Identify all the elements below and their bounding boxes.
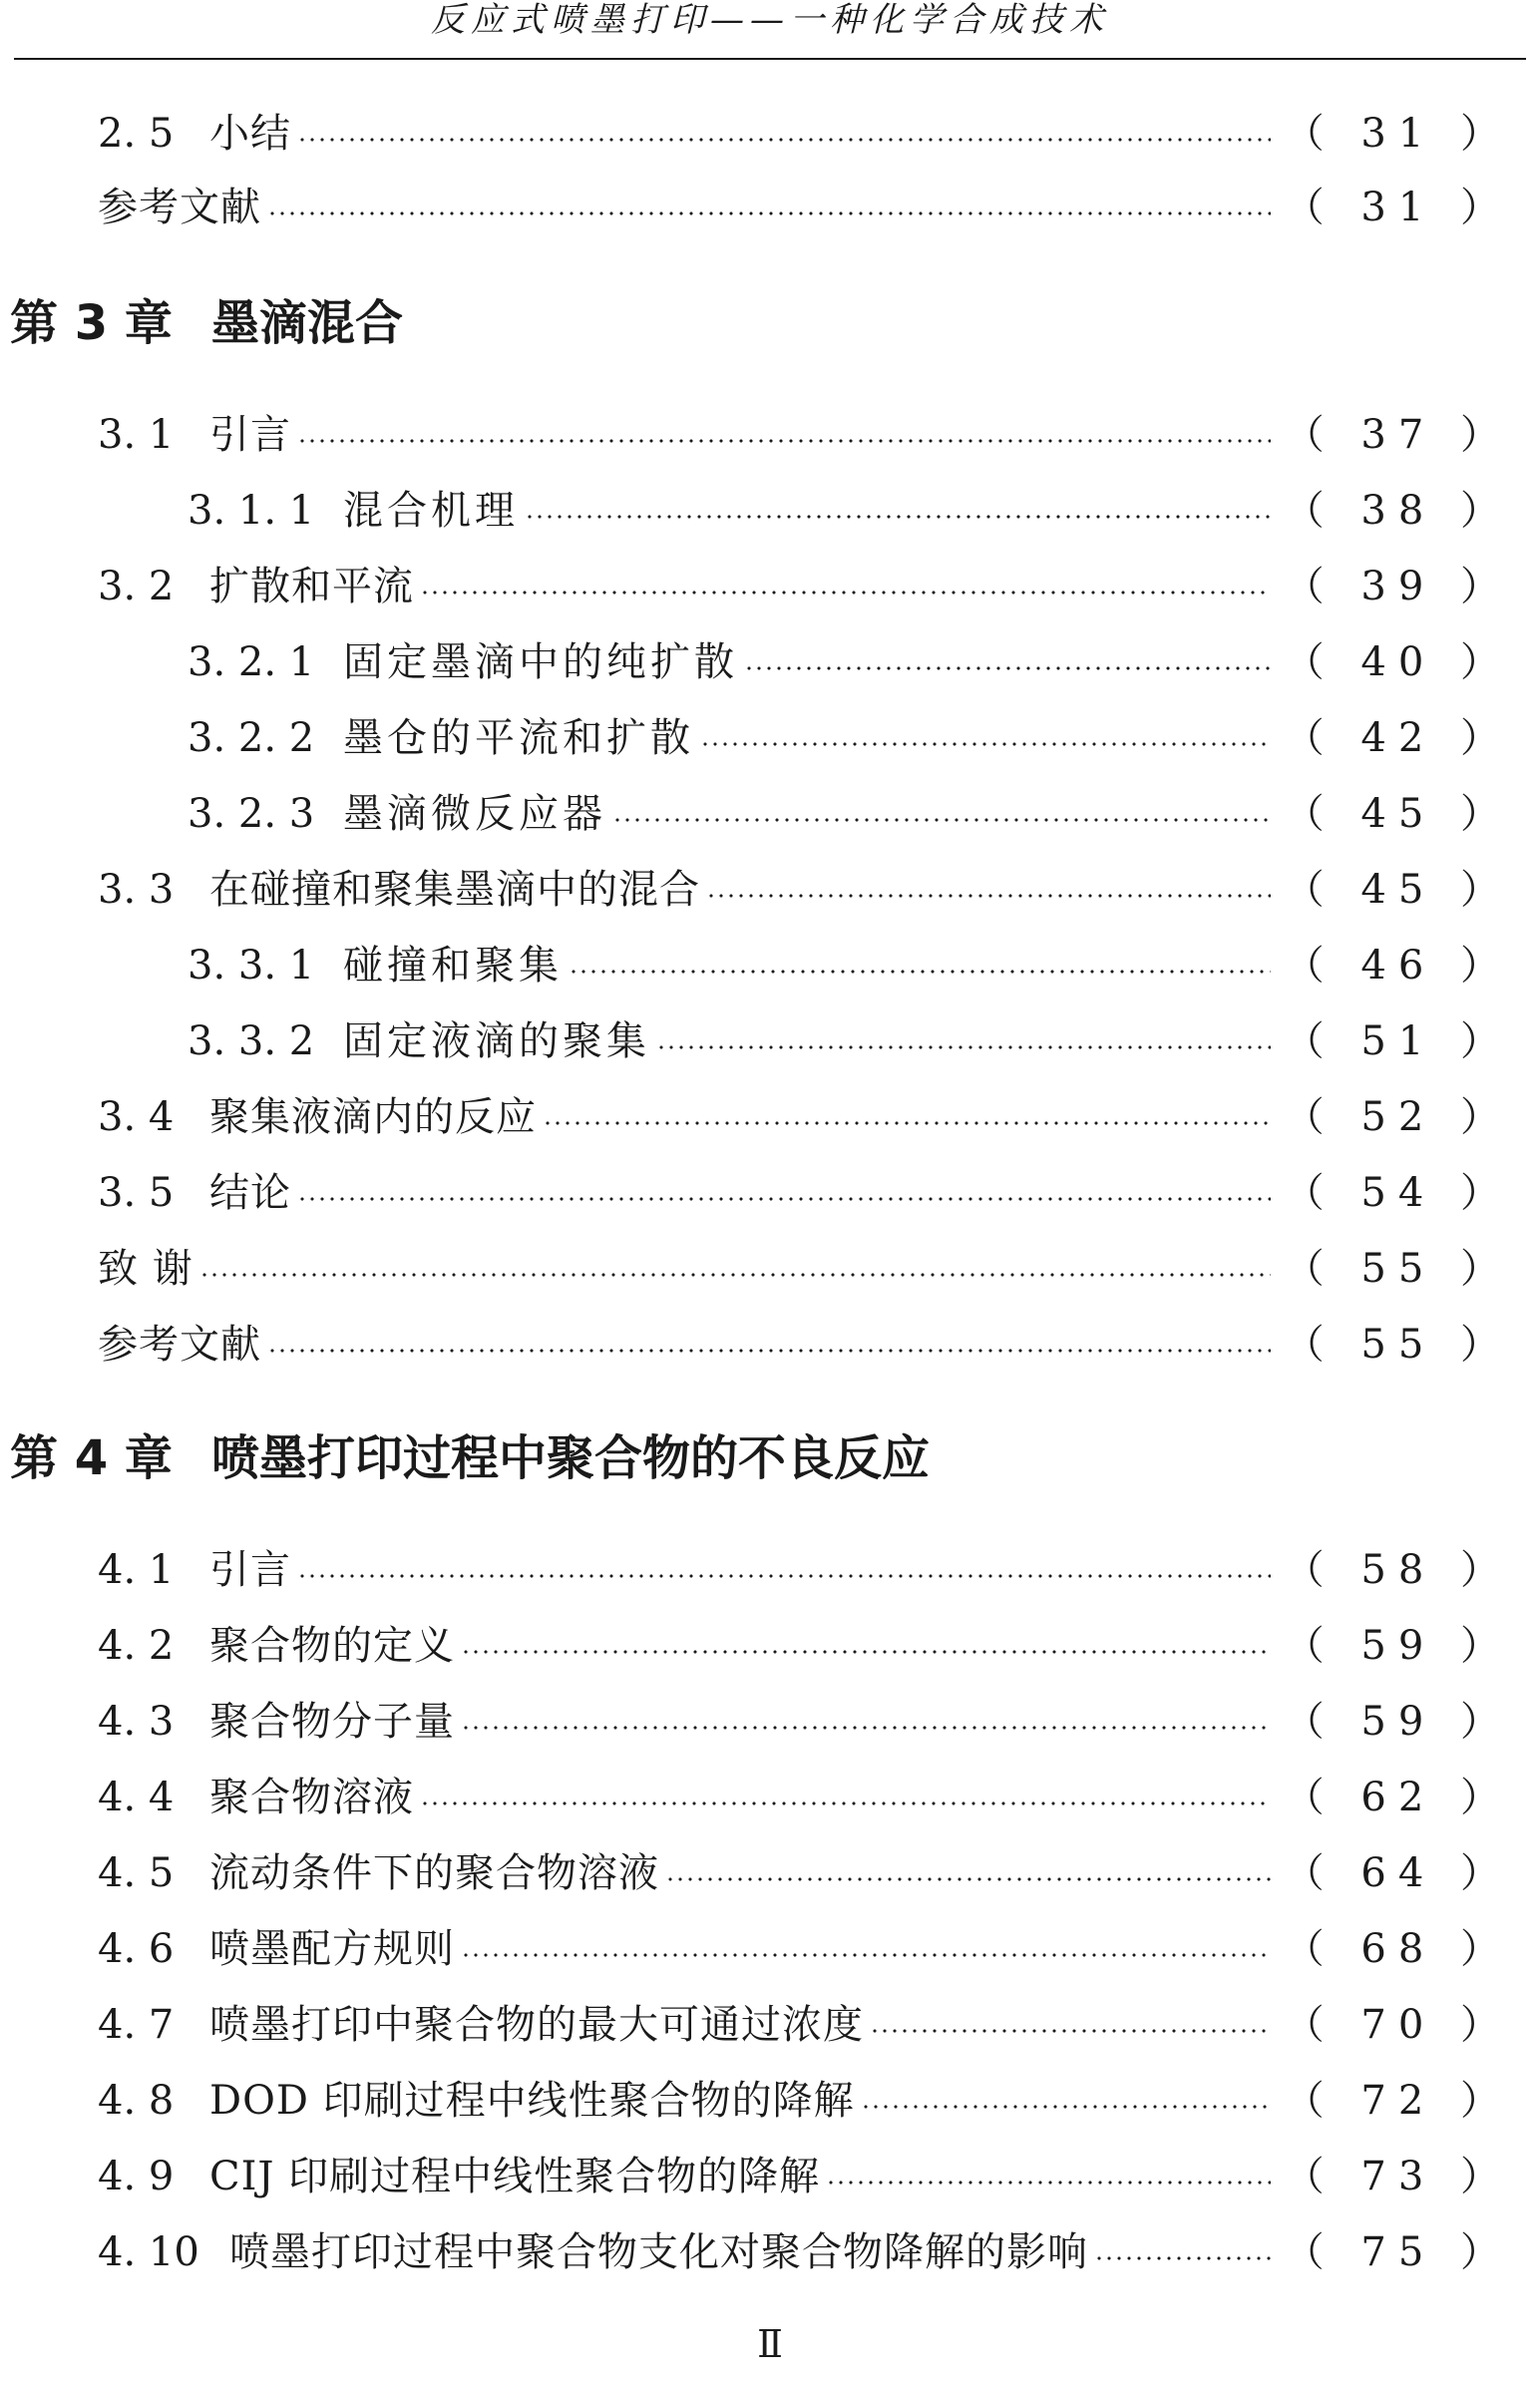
entry-title: 在碰撞和聚集墨滴中的混合 bbox=[209, 867, 700, 913]
chapter-number: 第 4 章 bbox=[10, 1430, 173, 1486]
toc-entry[interactable] bbox=[98, 1243, 1512, 1295]
dot-leader bbox=[706, 893, 1271, 899]
entry-page: （ 51 ） bbox=[1284, 1018, 1512, 1064]
toc-entry[interactable] bbox=[188, 712, 1512, 764]
entry-page: （ 46 ） bbox=[1284, 943, 1512, 989]
toc-entry[interactable] bbox=[98, 1696, 1512, 1748]
dot-leader bbox=[297, 1196, 1271, 1202]
entry-title: CIJ 印刷过程中线性聚合物的降解 bbox=[209, 2154, 821, 2199]
entry-number: 4. 6 bbox=[98, 1926, 175, 1972]
toc-entry[interactable] bbox=[98, 1847, 1512, 1899]
toc-entry[interactable] bbox=[98, 864, 1512, 916]
entry-number: 4. 10 bbox=[98, 2229, 199, 2275]
dot-leader bbox=[665, 1876, 1271, 1882]
toc-entry[interactable] bbox=[98, 1167, 1512, 1219]
toc-entry[interactable] bbox=[98, 409, 1512, 461]
running-header bbox=[0, 0, 1540, 62]
entry-number: 3. 1 bbox=[98, 412, 175, 458]
toc-entry[interactable] bbox=[98, 1544, 1512, 1596]
entry-number: 4. 5 bbox=[98, 1850, 175, 1896]
entry-page: （ 38 ） bbox=[1284, 488, 1512, 534]
toc-entry[interactable] bbox=[98, 1772, 1512, 1823]
entry-number: 3. 2. 2 bbox=[188, 715, 315, 761]
entry-title: 固定墨滴中的纯扩散 bbox=[343, 639, 738, 685]
entry-number: 4. 7 bbox=[98, 2002, 175, 2048]
toc-entry[interactable] bbox=[188, 485, 1512, 537]
toc-entry[interactable] bbox=[188, 636, 1512, 688]
entry-page: （ 37 ） bbox=[1284, 412, 1512, 458]
dot-leader bbox=[420, 1800, 1271, 1806]
dot-leader bbox=[826, 2180, 1271, 2186]
toc-entry[interactable] bbox=[98, 1091, 1512, 1143]
entry-page: （ 54 ） bbox=[1284, 1170, 1512, 1216]
entry-page: （ 70 ） bbox=[1284, 2002, 1512, 2048]
entry-number: 4. 8 bbox=[98, 2078, 175, 2124]
entry-title: 流动条件下的聚合物溶液 bbox=[209, 1850, 659, 1896]
entry-title: 喷墨配方规则 bbox=[209, 1926, 455, 1972]
entry-title: 引言 bbox=[209, 412, 291, 458]
toc-entry[interactable] bbox=[98, 182, 1512, 233]
dot-leader bbox=[267, 1348, 1271, 1354]
entry-page: （ 40 ） bbox=[1284, 639, 1512, 685]
entry-page: （ 39 ） bbox=[1284, 564, 1512, 609]
entry-title: 聚合物溶液 bbox=[209, 1775, 414, 1820]
dot-leader bbox=[461, 1952, 1271, 1958]
toc-entry[interactable] bbox=[188, 788, 1512, 840]
chapter-heading[interactable] bbox=[10, 293, 403, 353]
entry-title: 墨滴微反应器 bbox=[343, 791, 606, 837]
entry-title: DOD 印刷过程中线性聚合物的降解 bbox=[209, 2078, 855, 2124]
entry-title: 聚集液滴内的反应 bbox=[209, 1094, 537, 1140]
entry-page: （ 68 ） bbox=[1284, 1926, 1512, 1972]
dot-leader bbox=[420, 590, 1271, 596]
entry-page: （ 64 ） bbox=[1284, 1850, 1512, 1896]
entry-title: 结论 bbox=[209, 1170, 291, 1216]
entry-number: 4. 4 bbox=[98, 1775, 175, 1820]
entry-page: （ 42 ） bbox=[1284, 715, 1512, 761]
entry-page: （ 59 ） bbox=[1284, 1623, 1512, 1669]
dot-leader bbox=[744, 665, 1271, 671]
page-folio: Ⅱ bbox=[757, 2322, 783, 2366]
entry-number: 3. 2 bbox=[98, 564, 175, 609]
entry-number: 3. 5 bbox=[98, 1170, 175, 1216]
dot-leader bbox=[525, 514, 1271, 520]
entry-page: （ 62 ） bbox=[1284, 1775, 1512, 1820]
toc-entry[interactable] bbox=[98, 108, 1512, 160]
entry-page: （ 75 ） bbox=[1284, 2229, 1512, 2275]
toc-entry[interactable] bbox=[98, 2226, 1512, 2278]
dot-leader bbox=[461, 1725, 1271, 1731]
entry-number: 3. 3. 2 bbox=[188, 1018, 315, 1064]
dot-leader bbox=[267, 210, 1271, 216]
entry-number: 3. 1. 1 bbox=[188, 488, 315, 534]
toc-entry[interactable] bbox=[98, 1319, 1512, 1371]
entry-number: 4. 1 bbox=[98, 1547, 175, 1593]
entry-title: 参考文献 bbox=[98, 1322, 261, 1368]
dot-leader bbox=[1094, 2255, 1271, 2261]
dot-leader bbox=[612, 817, 1271, 823]
entry-number: 4. 9 bbox=[98, 2154, 175, 2199]
entry-page: （ 52 ） bbox=[1284, 1094, 1512, 1140]
entry-title: 墨仓的平流和扩散 bbox=[343, 715, 694, 761]
dot-leader bbox=[700, 741, 1271, 747]
entry-title: 引言 bbox=[209, 1547, 291, 1593]
dot-leader bbox=[297, 1573, 1271, 1579]
toc-entry[interactable] bbox=[98, 1923, 1512, 1975]
dot-leader bbox=[861, 2104, 1271, 2110]
entry-number: 3. 3. 1 bbox=[188, 943, 315, 989]
entry-page: （ 31 ） bbox=[1284, 111, 1512, 157]
toc-entry[interactable] bbox=[98, 1620, 1512, 1672]
entry-number: 3. 4 bbox=[98, 1094, 175, 1140]
dot-leader bbox=[656, 1044, 1271, 1050]
header-rule bbox=[14, 58, 1526, 60]
entry-number: 4. 2 bbox=[98, 1623, 175, 1669]
toc-entry[interactable] bbox=[98, 561, 1512, 612]
entry-title: 碰撞和聚集 bbox=[343, 943, 563, 989]
entry-title: 聚合物的定义 bbox=[209, 1623, 455, 1669]
entry-page: （ 72 ） bbox=[1284, 2078, 1512, 2124]
entry-title: 致 谢 bbox=[98, 1246, 193, 1292]
entry-number: 3. 3 bbox=[98, 867, 175, 913]
toc-entry[interactable] bbox=[98, 1999, 1512, 2051]
entry-title: 聚合物分子量 bbox=[209, 1699, 455, 1745]
entry-page: （ 31 ） bbox=[1284, 185, 1512, 230]
toc-entry[interactable] bbox=[98, 2075, 1512, 2127]
toc-entry[interactable] bbox=[188, 940, 1512, 992]
entry-page: （ 45 ） bbox=[1284, 867, 1512, 913]
chapter-number: 第 3 章 bbox=[10, 295, 173, 351]
entry-page: （ 55 ） bbox=[1284, 1322, 1512, 1368]
dot-leader bbox=[297, 137, 1271, 143]
entry-page: （ 55 ） bbox=[1284, 1246, 1512, 1292]
dot-leader bbox=[569, 969, 1271, 975]
dot-leader bbox=[543, 1120, 1271, 1126]
chapter-title: 墨滴混合 bbox=[211, 295, 404, 351]
chapter-title: 喷墨打印过程中聚合物的不良反应 bbox=[211, 1430, 931, 1486]
entry-page: （ 45 ） bbox=[1284, 791, 1512, 837]
toc-entry[interactable] bbox=[188, 1015, 1512, 1067]
entry-title: 喷墨打印过程中聚合物支化对聚合物降解的影响 bbox=[229, 2229, 1088, 2275]
entry-title: 喷墨打印中聚合物的最大可通过浓度 bbox=[209, 2002, 864, 2048]
dot-leader bbox=[297, 438, 1271, 444]
entry-number: 4. 3 bbox=[98, 1699, 175, 1745]
entry-page: （ 73 ） bbox=[1284, 2154, 1512, 2199]
entry-title: 扩散和平流 bbox=[209, 564, 414, 609]
entry-number: 3. 2. 3 bbox=[188, 791, 315, 837]
dot-leader bbox=[199, 1272, 1271, 1278]
entry-page: （ 59 ） bbox=[1284, 1699, 1512, 1745]
book-title: 反应式喷墨打印——一种化学合成技术 bbox=[431, 0, 1109, 40]
toc-entry[interactable] bbox=[98, 2151, 1512, 2202]
entry-title: 小结 bbox=[209, 111, 291, 157]
entry-number: 3. 2. 1 bbox=[188, 639, 315, 685]
dot-leader bbox=[461, 1649, 1271, 1655]
dot-leader bbox=[870, 2028, 1271, 2034]
chapter-heading[interactable] bbox=[10, 1428, 930, 1488]
entry-title: 固定液滴的聚集 bbox=[343, 1018, 650, 1064]
entry-title: 参考文献 bbox=[98, 185, 261, 230]
entry-title: 混合机理 bbox=[343, 488, 519, 534]
entry-page: （ 58 ） bbox=[1284, 1547, 1512, 1593]
entry-number: 2. 5 bbox=[98, 111, 175, 157]
